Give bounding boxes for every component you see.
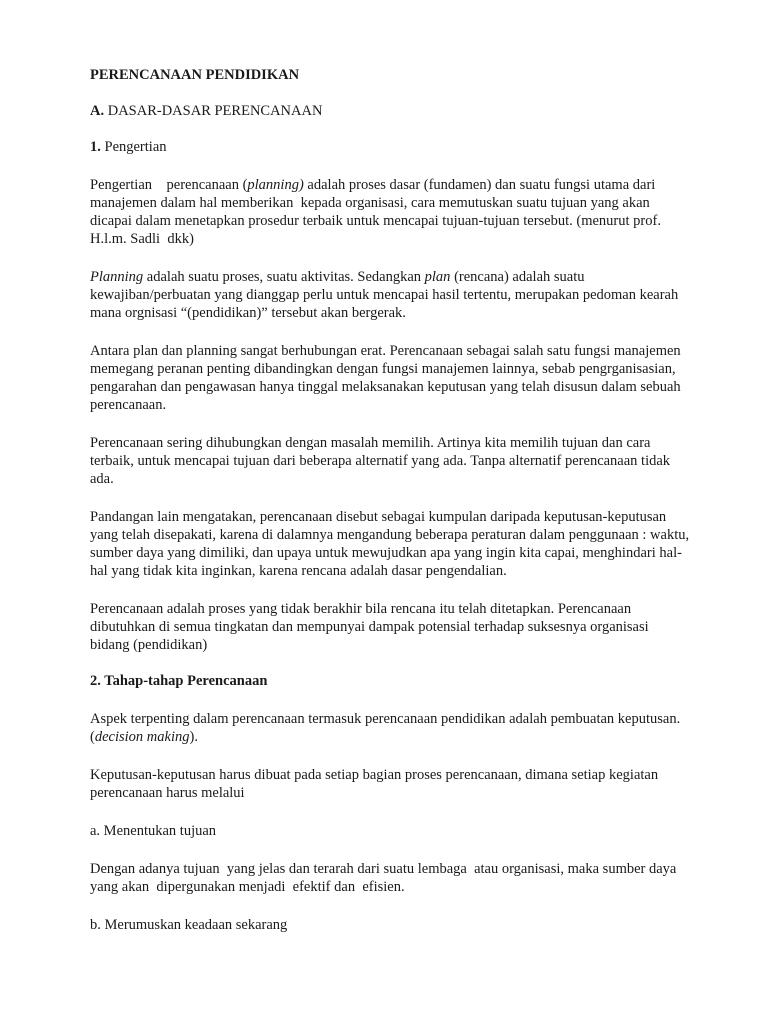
paragraph-planning-italic-2: plan bbox=[424, 269, 451, 285]
section-a-marker: A. bbox=[90, 103, 105, 119]
paragraph-planning-italic-1: Planning bbox=[90, 269, 144, 285]
list-item-b: b. Merumuskan keadaan sekarang bbox=[90, 917, 288, 933]
paragraph-planning bbox=[90, 268, 690, 322]
paragraph-aspek-text-2: ). bbox=[189, 729, 198, 745]
paragraph-planning-text-2: (rencana) adalah suatu kewajiban/perbuatan yang dianggap perlu untuk mencapai hasil tertentu, merupakan pedoman kearah mana orgnisasi “(pendidikan)” tersebut akan bergerak. bbox=[90, 269, 679, 321]
subsection-1-heading bbox=[90, 138, 690, 156]
paragraph-pengertian-text-1: Pengertian perencanaan ( bbox=[90, 177, 248, 193]
subsection-1-marker: 1. bbox=[90, 139, 101, 155]
section-a-label: DASAR-DASAR PERENCANAAN bbox=[107, 103, 323, 119]
paragraph-pandangan-lain: Pandangan lain mengatakan, perencanaan disebut sebagai kumpulan daripada keputusan-keputusan yang telah disepakati, karena di dalamnya mengandung beberapa peraturan dalam penggunaan : waktu, sumber daya yang dimiliki, dan upaya untuk mewujudkan apa yang ingin kita capai, menghindari hal-hal yang tidak kita inginkan, karena rencana adalah dasar pengendalian. bbox=[90, 509, 690, 579]
paragraph-pengertian-italic: planning) bbox=[247, 177, 304, 193]
subsection-2-heading: 2. Tahap-tahap Perencanaan bbox=[90, 673, 268, 689]
paragraph-aspek-text-1: Aspek terpenting dalam perencanaan termasuk perencanaan pendidikan adalah pembuatan keputusan. ( bbox=[90, 711, 681, 745]
document-page bbox=[90, 66, 690, 934]
paragraph-aspek-italic: decision making bbox=[94, 729, 190, 745]
paragraph-aspek bbox=[90, 710, 690, 746]
section-a-heading bbox=[90, 102, 690, 120]
paragraph-pengertian bbox=[90, 176, 690, 248]
paragraph-plan-planning: Antara plan dan planning sangat berhubungan erat. Perencanaan sebagai salah satu fungsi manajemen memegang peranan penting dibandingkan dengan fungsi manajemen lainnya, sebab pengrganisasian, pengarahan dan pengawasan hanya tinggal melaksanakan keputusan yang telah disusun dalam sebuah perencanaan. bbox=[90, 343, 681, 413]
paragraph-keputusan: Keputusan-keputusan harus dibuat pada setiap bagian proses perencanaan, dimana setiap kegiatan perencanaan harus melalui bbox=[90, 767, 659, 801]
subsection-1-label: Pengertian bbox=[104, 139, 167, 155]
document-title: PERENCANAAN PENDIDIKAN bbox=[90, 67, 300, 83]
paragraph-pengertian-text-2: adalah proses dasar (fundamen) dan suatu fungsi utama dari manajemen dalam hal memberikan kepada organisasi, cara memutuskan suatu tujuan yang akan dicapai dalam menetapkan prosedur terbaik untuk mencapai tujuan-tujuan tersebut. (menurut prof. H.l.m. Sadli dkk) bbox=[90, 177, 665, 247]
paragraph-proses: Perencanaan adalah proses yang tidak berakhir bila rencana itu telah ditetapkan. Perencanaan dibutuhkan di semua tingkatan dan mempunyai dampak potensial terhadap suksesnya organisasi bidang (pendidikan) bbox=[90, 601, 649, 653]
list-item-a: a. Menentukan tujuan bbox=[90, 823, 217, 839]
paragraph-tujuan: Dengan adanya tujuan yang jelas dan terarah dari suatu lembaga atau organisasi, maka sumber daya yang akan dipergunakan menjadi efektif dan efisien. bbox=[90, 861, 680, 895]
paragraph-memilih: Perencanaan sering dihubungkan dengan masalah memilih. Artinya kita memilih tujuan dan cara terbaik, untuk mencapai tujuan dari beberapa alternatif yang ada. Tanpa alternatif perencanaan tidak ada. bbox=[90, 435, 671, 487]
paragraph-planning-text-1: adalah suatu proses, suatu aktivitas. Sedangkan bbox=[143, 269, 425, 285]
